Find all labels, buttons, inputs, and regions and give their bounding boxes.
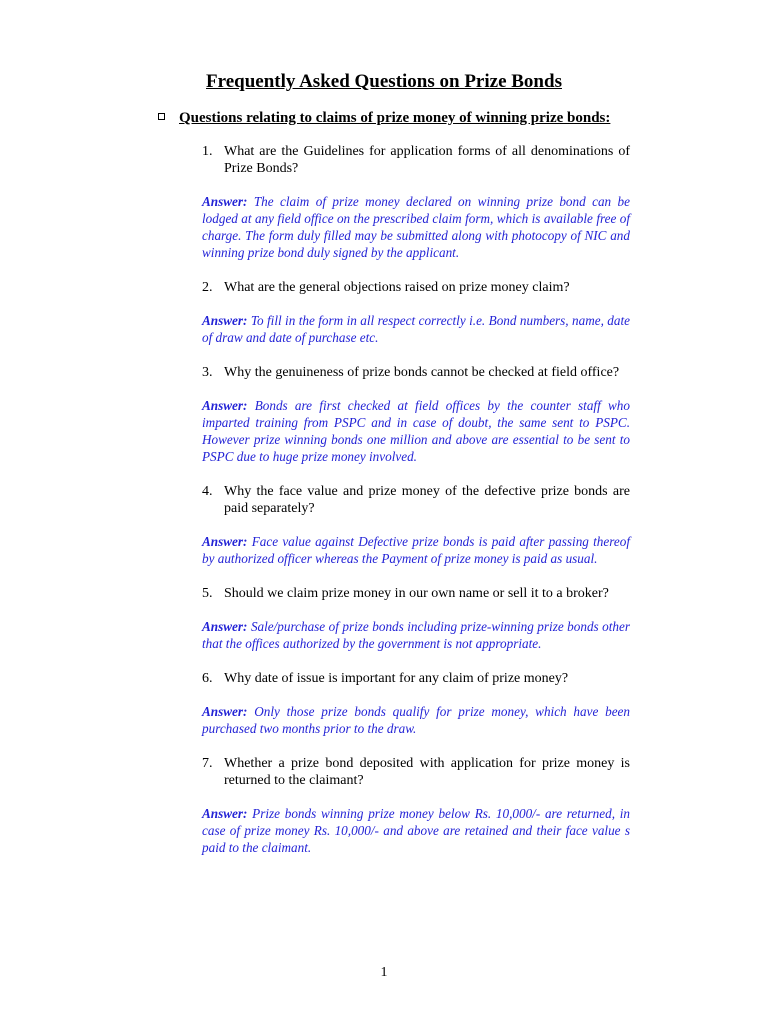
faq-list bbox=[202, 143, 630, 856]
faq-answer bbox=[202, 618, 630, 652]
faq-item-6 bbox=[202, 670, 630, 737]
faq-item-5 bbox=[202, 585, 630, 652]
faq-item-2 bbox=[202, 279, 630, 346]
faq-question bbox=[202, 670, 630, 687]
question-text: Why the face value and prize money of the defective prize bonds are paid separately? bbox=[224, 484, 630, 516]
faq-answer bbox=[202, 312, 630, 346]
question-number: 3. bbox=[202, 365, 213, 380]
faq-question bbox=[202, 143, 630, 177]
question-number: 1. bbox=[202, 144, 213, 159]
question-text: What are the general objections raised on prize money claim? bbox=[224, 280, 570, 295]
answer-label: Answer: bbox=[202, 398, 248, 413]
faq-question bbox=[202, 755, 630, 789]
faq-answer bbox=[202, 397, 630, 465]
answer-label: Answer: bbox=[202, 534, 248, 549]
answer-label: Answer: bbox=[202, 194, 248, 209]
answer-text: To fill in the form in all respect correctly i.e. Bond numbers, name, date of draw and date of purchase etc. bbox=[202, 313, 630, 345]
square-bullet-icon bbox=[158, 113, 165, 120]
answer-label: Answer: bbox=[202, 704, 248, 719]
question-number: 7. bbox=[202, 756, 213, 771]
page-title: Frequently Asked Questions on Prize Bonds bbox=[206, 71, 562, 92]
faq-question bbox=[202, 483, 630, 517]
faq-answer bbox=[202, 193, 630, 261]
question-text: Why the genuineness of prize bonds cannot be checked at field office? bbox=[224, 365, 620, 380]
section-heading bbox=[158, 109, 638, 127]
answer-text: Prize bonds winning prize money below Rs. 10,000/- are returned, in case of prize money Rs. 10,000/- and above are retained and their face value s paid to the claimant. bbox=[202, 806, 630, 855]
faq-answer bbox=[202, 805, 630, 856]
faq-answer bbox=[202, 703, 630, 737]
question-text: Should we claim prize money in our own name or sell it to a broker? bbox=[224, 586, 609, 601]
faq-item-7 bbox=[202, 755, 630, 856]
page-number: 1 bbox=[380, 965, 388, 980]
answer-label: Answer: bbox=[202, 806, 248, 821]
question-number: 5. bbox=[202, 586, 213, 601]
answer-text: The claim of prize money declared on winning prize bond can be lodged at any field office on the prescribed claim form, which is available free of charge. The form duly filled may be submitted along with photocopy of NIC and winning prize bond duly signed by the applicant. bbox=[202, 194, 630, 260]
answer-label: Answer: bbox=[202, 313, 248, 328]
answer-text: Sale/purchase of prize bonds including prize-winning prize bonds other that the offices authorized by the government is not appropriate. bbox=[202, 619, 631, 651]
answer-label: Answer: bbox=[202, 619, 248, 634]
answer-text: Bonds are first checked at field offices by the counter staff who imparted training from PSPC and in case of doubt, the same sent to PSPC. However prize winning bonds one million and above are essential to be sent to PSPC due to huge prize money involved. bbox=[202, 398, 630, 464]
section-heading-text: Questions relating to claims of prize money of winning prize bonds: bbox=[179, 110, 611, 126]
faq-question bbox=[202, 364, 630, 381]
question-number: 2. bbox=[202, 280, 213, 295]
faq-item-1 bbox=[202, 143, 630, 261]
question-text: What are the Guidelines for application forms of all denominations of Prize Bonds? bbox=[224, 144, 630, 176]
answer-text: Only those prize bonds qualify for prize money, which have been purchased two months prior to the draw. bbox=[202, 704, 630, 736]
faq-item-3 bbox=[202, 364, 630, 465]
answer-text: Face value against Defective prize bonds is paid after passing thereof by authorized officer whereas the Payment of prize money is paid as usual. bbox=[202, 534, 631, 566]
question-text: Why date of issue is important for any claim of prize money? bbox=[224, 671, 569, 686]
question-number: 6. bbox=[202, 671, 213, 686]
faq-answer bbox=[202, 533, 630, 567]
faq-question bbox=[202, 279, 630, 296]
faq-question bbox=[202, 585, 630, 602]
faq-item-4 bbox=[202, 483, 630, 567]
question-number: 4. bbox=[202, 484, 213, 499]
question-text: Whether a prize bond deposited with application for prize money is returned to the claimant? bbox=[224, 756, 630, 788]
